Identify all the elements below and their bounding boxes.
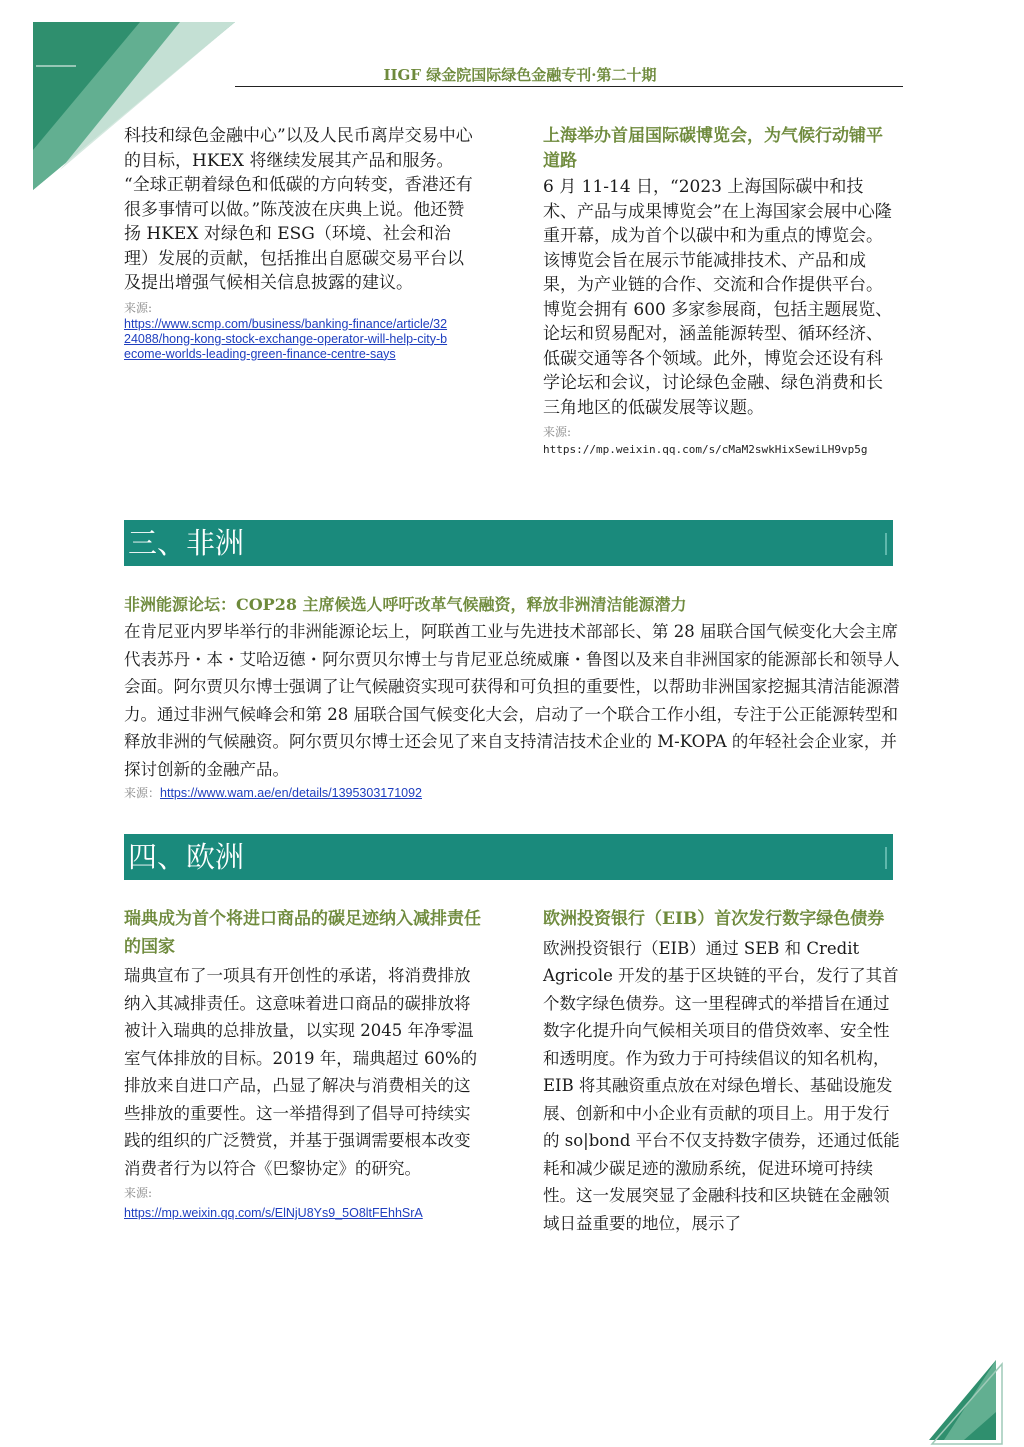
europe-right-article [543,906,903,1237]
right-top-column [543,124,893,459]
paragraph: 科技和绿色金融中心”以及人民币离岸交易中心的目标，HKEX 将继续发展其产品和服务。 [124,126,473,171]
article-body: 欧洲投资银行（EIB）通过 SEB 和 Credit Agricole 开发的基于区块链的平台，发行了其首个数字绿色债券。这一里程碑式的举措旨在通过数字化提升向气候相关项目的借贷效率、安全性和透明度。作为致力于可持续倡议的知名机构，EIB 将其融资重点放在对绿色增长、基础设施发展、创新和中小企业有贡献的项目上。用于发行的 so|bond 平台不仅支持数字债券，还通过低能耗和减少碳足迹的激励系统，促进环境可持续性。这一发展突显了金融科技和区块链在金融领域日益重要的地位，展示了 [543,938,900,1233]
article-body: 在肯尼亚内罗毕举行的非洲能源论坛上，阿联酋工业与先进技术部部长、第 28 届联合国气候变化大会主席代表苏丹・本・艾哈迈德・阿尔贾贝尔博士与肯尼亚总统威廉・鲁图以及来自非洲国家的能源部长和领导人会面。阿尔贾贝尔博士强调了让气候融资实现可获得和可负担的重要性，以帮助非洲国家挖掘其清洁能源潜力。通过非洲气候峰会和第 28 届联合国气候变化大会，启动了一个联合工作小组，专注于公正能源转型和释放非洲的气候融资。阿尔贾贝尔博士还会见了来自支持清洁技术企业的 M-KOPA 的年轻社会企业家，并探讨创新的金融产品。 [124,622,900,779]
section-heading: 三、非洲 [128,526,245,560]
source-link[interactable]: https://mp.weixin.qq.com/s/ElNjU8Ys9_5O8ltFEhhSrA [124,1206,423,1220]
section-heading: 四、欧洲 [128,840,245,874]
source-label: 来源: [124,300,153,315]
left-top-column [124,124,476,362]
header-rule [235,86,903,87]
source-link[interactable]: https://www.scmp.com/business/banking-finance/article/3224088/hong-kong-stock-exchange-operator-will-help-city-become-worlds-leading-green-finance-centre-says [124,316,448,361]
article-body: 6 月 11-14 日，“2023 上海国际碳中和技术、产品与成果博览会”在上海国家会展中心隆重开幕，成为首个以碳中和为重点的博览会。该博览会旨在展示节能减排技术、产品和成果，为产业链的合作、交流和合作提供平台。博览会拥有 600 多家参展商，包括主题展览、论坛和贸易配对，涵盖能源转型、循环经济、低碳交通等各个领域。此外，博览会还设有科学论坛和会议，讨论绿色金融、绿色消费和长三角地区的低碳发展等议题。 [543,177,893,418]
footer-corner-decoration [924,1352,1024,1447]
article-title: 上海举办首届国际碳博览会，为气候行动铺平道路 [543,126,883,171]
source-link[interactable]: https://www.wam.ae/en/details/1395303171092 [160,786,422,800]
africa-article [124,592,904,803]
source-label: 来源： [124,786,161,800]
europe-left-article [124,906,482,1221]
article-body: 瑞典宣布了一项具有开创性的承诺，将消费排放纳入其减排责任。这意味着进口商品的碳排放将被计入瑞典的总排放量，以实现 2045 年净零温室气体排放的目标。2019 年，瑞典超过 60%的排放来自进口产品，凸显了解决与消费相关的这些排放的重要性。这一举措得到了倡导可持续实践的组织的广泛赞赏，并基于强调需要根本改变消费者行为以符合《巴黎协定》的研究。 [124,966,478,1178]
band-accent-bar [885,533,887,555]
source-link[interactable]: https://mp.weixin.qq.com/s/cMaM2swkHixSewiLH9vp5g [543,443,868,456]
source-label: 来源: [543,425,572,439]
section-band-africa [124,520,893,566]
source-label: 来源: [124,1186,153,1200]
section-band-europe [124,834,893,880]
article-title: 非洲能源论坛：COP28 主席候选人呼吁改革气候融资，释放非洲清洁能源潜力 [124,595,687,614]
page-header-title: IIGF 绿金院国际绿色金融专刊·第二十期 [383,66,657,84]
paragraph: “全球正朝着绿色和低碳的方向转变，香港还有很多事情可以做。”陈茂波在庆典上说。他还赞扬 HKEX 对绿色和 ESG（环境、社会和治理）发展的贡献，包括推出自愿碳交易平台以及提出增强气候相关信息披露的建议。 [124,175,473,293]
article-title: 欧洲投资银行（EIB）首次发行数字绿色债券 [543,909,885,929]
article-title: 瑞典成为首个将进口商品的碳足迹纳入减排责任的国家 [124,909,481,957]
band-accent-bar [885,847,887,869]
